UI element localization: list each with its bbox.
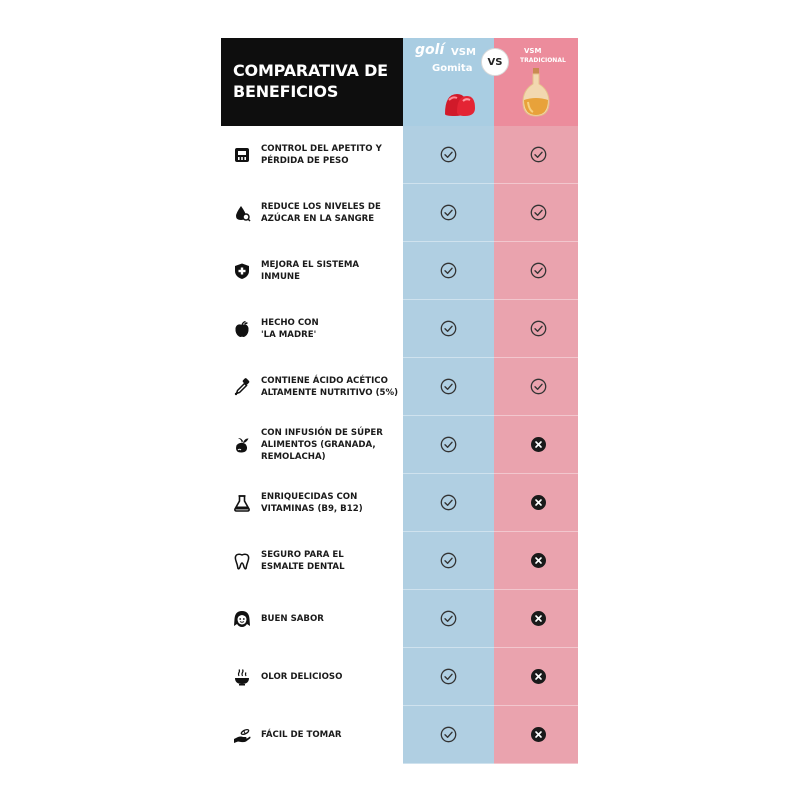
table-row bbox=[221, 126, 578, 184]
title-line: COMPARATIVA DE bbox=[233, 61, 388, 80]
benefit-label-line: CON INFUSIÓN DE SÚPER bbox=[261, 428, 383, 438]
benefit-label-line: HECHO CON bbox=[261, 318, 319, 328]
vinegar-bottle-icon bbox=[520, 66, 552, 118]
benefit-label-line: PÉRDIDA DE PESO bbox=[261, 156, 349, 166]
cross-icon bbox=[530, 552, 547, 569]
table-row bbox=[221, 358, 578, 416]
table-row bbox=[221, 648, 578, 706]
check-icon bbox=[440, 668, 457, 685]
benefit-cell bbox=[221, 474, 403, 532]
flask-icon bbox=[233, 494, 251, 512]
cross-icon bbox=[530, 494, 547, 511]
hand-pill-icon bbox=[233, 726, 251, 744]
benefit-label bbox=[261, 427, 401, 463]
benefit-label bbox=[261, 549, 401, 573]
check-icon bbox=[440, 378, 457, 395]
benefit-label-line: ENRIQUECIDAS CON bbox=[261, 492, 358, 502]
benefit-label bbox=[261, 143, 401, 167]
benefit-label bbox=[261, 671, 401, 683]
benefit-label bbox=[261, 259, 401, 283]
benefit-cell bbox=[221, 706, 403, 764]
check-icon bbox=[530, 146, 547, 163]
benefit-label-line: ALIMENTOS (GRANADA, bbox=[261, 440, 376, 450]
benefit-label-line: INMUNE bbox=[261, 272, 300, 282]
benefit-cell bbox=[221, 126, 403, 184]
beet-icon bbox=[233, 436, 251, 454]
cross-icon bbox=[530, 610, 547, 627]
benefit-cell bbox=[221, 590, 403, 648]
product2-header bbox=[494, 38, 578, 126]
dropper-icon bbox=[233, 378, 251, 396]
check-icon bbox=[440, 146, 457, 163]
table-row bbox=[221, 184, 578, 242]
apple-icon bbox=[233, 320, 251, 338]
check-icon bbox=[440, 610, 457, 627]
benefit-cell bbox=[221, 358, 403, 416]
table-row bbox=[221, 706, 578, 764]
benefit-label bbox=[261, 201, 401, 225]
benefit-label-line: BUEN SABOR bbox=[261, 614, 324, 624]
steaming-bowl-icon bbox=[233, 668, 251, 686]
product1-name-line2: Gomita bbox=[432, 63, 473, 74]
check-icon bbox=[440, 436, 457, 453]
smile-face-icon bbox=[233, 610, 251, 628]
product1-name: VSM bbox=[451, 47, 476, 58]
product2-name-line2: TRADICIONAL bbox=[520, 57, 566, 64]
table-row bbox=[221, 590, 578, 648]
check-icon bbox=[440, 726, 457, 743]
table-row bbox=[221, 532, 578, 590]
product1-header bbox=[403, 38, 494, 126]
benefit-cell bbox=[221, 532, 403, 590]
cross-icon bbox=[530, 668, 547, 685]
page-title bbox=[221, 38, 403, 126]
benefit-label-line: SEGURO PARA EL bbox=[261, 550, 344, 560]
check-icon bbox=[440, 204, 457, 221]
product2-name: VSM bbox=[524, 47, 542, 55]
brand-logo: golí bbox=[415, 42, 445, 58]
benefit-label bbox=[261, 491, 401, 515]
benefit-label-line: FÁCIL DE TOMAR bbox=[261, 730, 342, 740]
table-row bbox=[221, 474, 578, 532]
check-icon bbox=[440, 320, 457, 337]
benefit-label-line: MEJORA EL SISTEMA bbox=[261, 260, 360, 270]
benefit-label-line: ALTAMENTE NUTRITIVO (5%) bbox=[261, 388, 399, 398]
benefit-label-line: CONTROL DEL APETITO Y bbox=[261, 144, 382, 154]
benefit-cell bbox=[221, 300, 403, 358]
comparison-table bbox=[221, 38, 578, 762]
benefit-cell bbox=[221, 242, 403, 300]
gummy-icon bbox=[443, 86, 477, 118]
benefit-label-line: OLOR DELICIOSO bbox=[261, 672, 343, 682]
cross-icon bbox=[530, 726, 547, 743]
table-row bbox=[221, 242, 578, 300]
vs-badge: VS bbox=[481, 48, 509, 76]
tooth-icon bbox=[233, 552, 251, 570]
check-icon bbox=[530, 262, 547, 279]
check-icon bbox=[530, 378, 547, 395]
shield-icon bbox=[233, 262, 251, 280]
benefit-cell bbox=[221, 184, 403, 242]
benefit-label-line: 'LA MADRE' bbox=[261, 330, 317, 340]
benefit-label bbox=[261, 613, 401, 625]
scale-icon bbox=[233, 146, 251, 164]
table-row bbox=[221, 300, 578, 358]
check-icon bbox=[530, 320, 547, 337]
check-icon bbox=[440, 552, 457, 569]
check-icon bbox=[440, 494, 457, 511]
cross-icon bbox=[530, 436, 547, 453]
benefit-label-line: REMOLACHA) bbox=[261, 452, 326, 462]
blood-drop-icon bbox=[233, 204, 251, 222]
benefit-cell bbox=[221, 648, 403, 706]
title-line: BENEFICIOS bbox=[233, 82, 339, 101]
benefit-label bbox=[261, 729, 401, 741]
check-icon bbox=[440, 262, 457, 279]
benefit-label-line: REDUCE LOS NIVELES DE bbox=[261, 202, 381, 212]
benefit-cell bbox=[221, 416, 403, 474]
table-row bbox=[221, 416, 578, 474]
benefit-rows bbox=[221, 126, 578, 764]
benefit-label bbox=[261, 375, 401, 399]
comparison-header bbox=[221, 38, 578, 126]
benefit-label-line: CONTIENE ÁCIDO ACÉTICO bbox=[261, 376, 388, 386]
benefit-label-line: ESMALTE DENTAL bbox=[261, 562, 345, 572]
benefit-label-line: AZÚCAR EN LA SANGRE bbox=[261, 214, 375, 224]
benefit-label-line: VITAMINAS (B9, B12) bbox=[261, 504, 363, 514]
benefit-label bbox=[261, 317, 401, 341]
check-icon bbox=[530, 204, 547, 221]
